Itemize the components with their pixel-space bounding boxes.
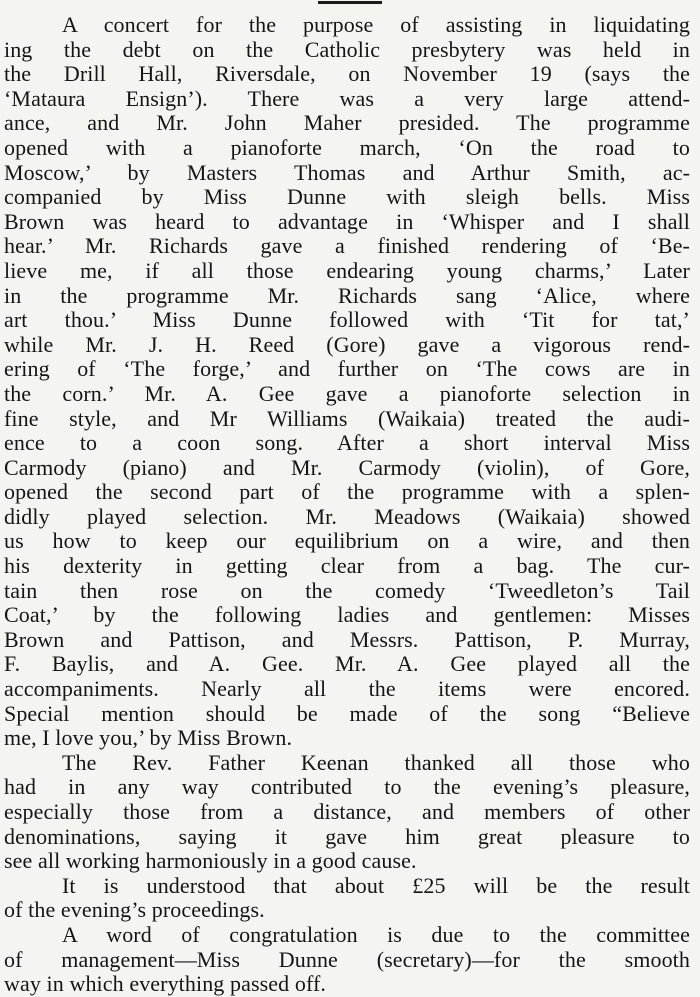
paragraph-congratulation — [4, 923, 690, 997]
text-line: Special mention should be made of the song “Believe — [4, 701, 690, 726]
text-line: especially those from a distance, and members of other — [4, 800, 690, 824]
text-line: It is understood that about £25 will be the result — [62, 873, 690, 898]
text-line: his dexterity in getting clear from a bag. The cur- — [4, 554, 690, 579]
header-rule — [318, 1, 382, 4]
text-line: the corn.’ Mr. A. Gee gave a pianoforte selection in — [4, 381, 690, 406]
text-line: F. Baylis, and A. Gee. Mr. A. Gee played all the — [4, 652, 690, 677]
text-line: way in which everything passed off. — [4, 972, 327, 997]
text-line: in the programme Mr. Richards sang ‘Alice, where — [4, 283, 690, 308]
text-line: ance, and Mr. John Maher presided. The programme — [4, 111, 690, 136]
text-line: didly played selection. Mr. Meadows (Waikaia) showed — [4, 504, 690, 529]
paragraph-proceeds — [4, 874, 690, 923]
text-line: Moscow,’ by Masters Thomas and Arthur Smith, ac- — [4, 160, 690, 185]
text-line: Brown and Pattison, and Messrs. Pattison, P. Murray, — [4, 627, 690, 652]
text-line: A concert for the purpose of assisting in liquidating — [62, 13, 690, 37]
text-line: us how to keep our equilibrium on a wire, and then — [4, 529, 690, 554]
text-line: tain then rose on the comedy ‘Tweedleton’s Tail — [4, 578, 690, 603]
text-line: see all working harmoniously in a good cause. — [4, 849, 417, 874]
text-line: of the evening’s proceedings. — [4, 898, 265, 923]
paragraph-thanks — [4, 751, 690, 874]
text-line: companied by Miss Dunne with sleigh bells. Miss — [4, 185, 690, 210]
text-line: A word of congratulation is due to the committee — [62, 922, 690, 947]
text-line: opened with a pianoforte march, ‘On the road to — [4, 135, 690, 160]
text-line: me, I love you,’ by Miss Brown. — [4, 726, 293, 751]
text-line: of management—Miss Dunne (secretary)—for the smooth — [4, 947, 690, 972]
text-line: The Rev. Father Keenan thanked all those who — [62, 750, 690, 775]
article-body — [0, 13, 700, 997]
text-line: accompaniments. Nearly all the items were encored. — [4, 677, 690, 702]
text-line: lieve me, if all those endearing young charms,’ Later — [4, 258, 690, 283]
text-line: while Mr. J. H. Reed (Gore) gave a vigorous rend- — [4, 332, 690, 357]
text-line: art thou.’ Miss Dunne followed with ‘Tit for tat,’ — [4, 308, 690, 333]
text-line: Carmody (piano) and Mr. Carmody (violin), of Gore, — [4, 455, 690, 480]
text-line: ering of ‘The forge,’ and further on ‘The cows are in — [4, 357, 690, 382]
text-line: ‘Mataura Ensign’). There was a very large attend- — [4, 86, 690, 111]
text-line: fine style, and Mr Williams (Waikaia) treated the audi- — [4, 406, 690, 431]
text-line: opened the second part of the programme with a splen- — [4, 480, 690, 505]
text-line: ence to a coon song. After a short interval Miss — [4, 431, 690, 456]
text-line: denominations, saying it gave him great pleasure to — [4, 824, 690, 849]
text-line: hear.’ Mr. Richards gave a finished rendering of ‘Be- — [4, 234, 690, 259]
text-line: the Drill Hall, Riversdale, on November 19 (says the — [4, 62, 690, 87]
text-line: ing the debt on the Catholic presbytery was held in — [4, 37, 690, 62]
text-line: had in any way contributed to the evening’s pleasure, — [4, 775, 690, 800]
text-line: Brown was heard to advantage in ‘Whisper and I shall — [4, 209, 690, 234]
text-line: Coat,’ by the following ladies and gentlemen: Misses — [4, 603, 690, 628]
paragraph-concert — [4, 13, 690, 751]
